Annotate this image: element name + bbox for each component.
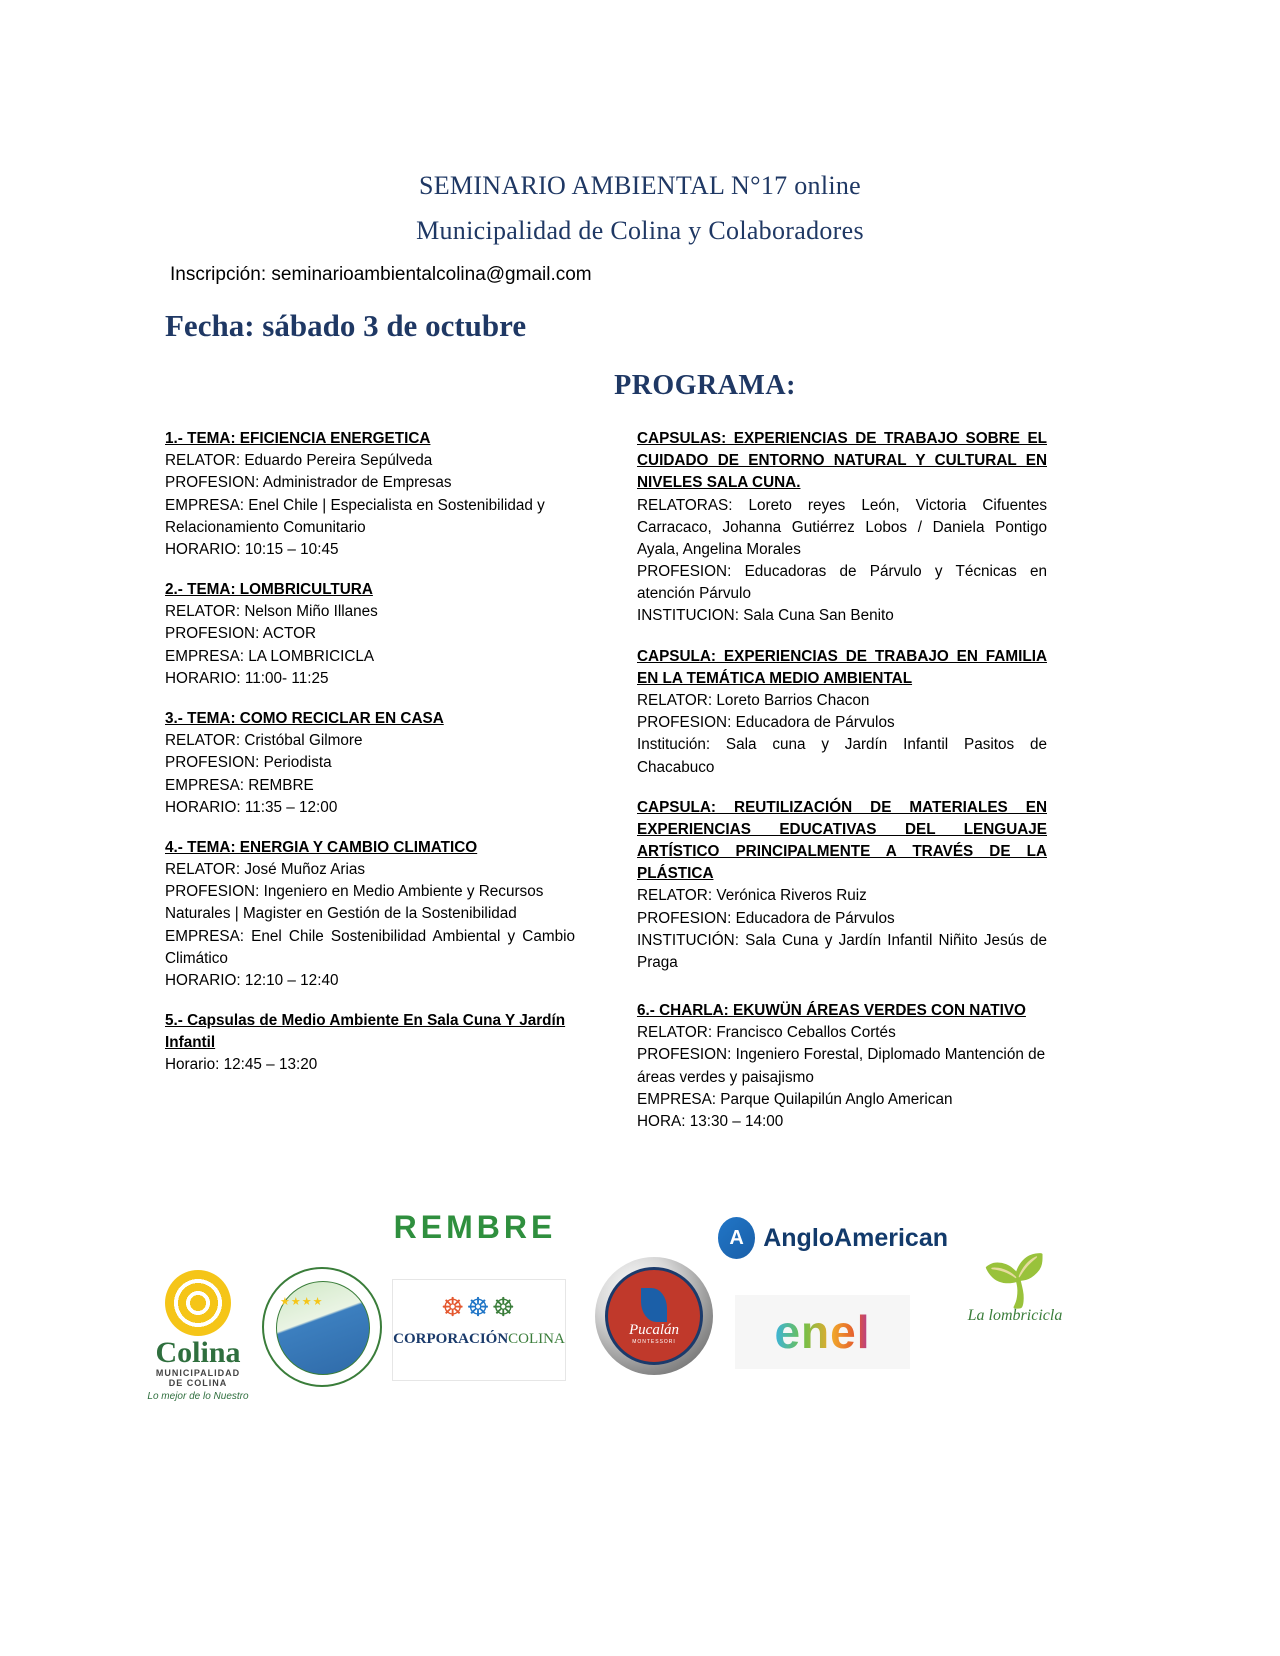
- program-entry-line: Horario: 12:45 – 13:20: [165, 1056, 318, 1074]
- colina-logo-sub2: DE COLINA: [168, 1378, 228, 1388]
- sponsor-logos: [0, 1195, 1280, 1425]
- program-entry-line: HORARIO: 11:35 – 12:00: [165, 798, 338, 816]
- program-entry-line: EMPRESA: Parque Quilapilún Anglo American: [637, 1090, 953, 1108]
- program-entry: [165, 428, 575, 561]
- program-entry-title: 5.- Capsulas de Medio Ambiente En Sala Cuna Y Jardín Infantil: [165, 1012, 566, 1052]
- program-entry-line: PROFESION: Educadoras de Párvulo y Técnicas en atención Párvulo: [637, 563, 1047, 603]
- corporacion-people-icon: ☸☸☸: [441, 1292, 517, 1322]
- program-entry-title: 4.- TEMA: ENERGIA Y CAMBIO CLIMATICO: [165, 838, 478, 856]
- program-entry-line: RELATOR: Loreto Barrios Chacon: [637, 691, 870, 709]
- gobernanza-stars-icon: ★★★★: [280, 1296, 324, 1308]
- program-entry: [637, 797, 1047, 974]
- pucalan-badge-icon: [595, 1257, 713, 1375]
- programa-heading: PROGRAMA:: [614, 370, 796, 402]
- program-entry-line: PROFESION: ACTOR: [165, 625, 317, 643]
- colina-logo-name: Colina: [155, 1336, 241, 1369]
- sprout-icon: 🌱: [982, 1252, 1048, 1310]
- program-entry-line: INSTITUCION: Sala Cuna San Benito: [637, 607, 894, 625]
- program-entry-title: 3.- TEMA: COMO RECICLAR EN CASA: [165, 709, 444, 727]
- program-entry-line: PROFESION: Ingeniero Forestal, Diplomado Mantención de áreas verdes y paisajismo: [637, 1046, 1046, 1086]
- program-entry-line: EMPRESA: LA LOMBRICICLA: [165, 647, 375, 665]
- pucalan-logo-name: Pucalán: [629, 1321, 679, 1338]
- pucalan-logo: [595, 1257, 715, 1377]
- program-entry: [637, 428, 1047, 628]
- program-entry-line: RELATOR: Verónica Riveros Ruiz: [637, 887, 867, 905]
- corporacion-logo-word1: CORPORACIÓN: [393, 1331, 509, 1347]
- gobernanza-seal-icon: [262, 1267, 382, 1387]
- program-entry-line: HORARIO: 11:00- 11:25: [165, 669, 329, 687]
- program-entry-line: RELATOR: Cristóbal Gilmore: [165, 732, 363, 750]
- program-entry: [165, 708, 575, 819]
- program-entry-line: RELATOR: Francisco Ceballos Cortés: [637, 1024, 896, 1042]
- program-entry-line: RELATORAS: Loreto reyes León, Victoria Cifuentes Carracaco, Johanna Gutiérrez Lobos / Daniela Pontigo Ayala, Angelina Morales: [637, 496, 1047, 558]
- gobernanza-logo: [262, 1267, 382, 1387]
- program-entry-title: 2.- TEMA: LOMBRICULTURA: [165, 581, 373, 599]
- program-entry-line: HORARIO: 12:10 – 12:40: [165, 971, 339, 989]
- corporacion-logo-word2: COLINA: [508, 1331, 565, 1347]
- pucalan-logo-sub: MONTESSORI: [632, 1338, 676, 1345]
- angloamerican-logo: [718, 1217, 948, 1259]
- program-entry: [637, 1000, 1047, 1133]
- corporacion-colina-logo: [392, 1279, 566, 1381]
- program-columns: [0, 428, 1280, 1151]
- program-right-column: [637, 428, 1047, 1151]
- colina-swirl-icon: [165, 1270, 231, 1336]
- program-entry-line: RELATOR: Eduardo Pereira Sepúlveda: [165, 452, 433, 470]
- angloamerican-logo-text: AngloAmerican: [763, 1223, 948, 1252]
- program-entry-line: Institución: Sala cuna y Jardín Infantil Pasitos de Chacabuco: [637, 736, 1047, 776]
- enel-logo: [735, 1295, 910, 1369]
- program-entry-line: HORARIO: 10:15 – 10:45: [165, 540, 339, 558]
- program-entry-line: HORA: 13:30 – 14:00: [637, 1112, 784, 1130]
- program-entry-line: EMPRESA: Enel Chile | Especialista en Sostenibilidad y Relacionamiento Comunitario: [165, 496, 545, 536]
- enel-logo-text: enel: [774, 1306, 871, 1358]
- pucalan-inner-icon: [605, 1267, 703, 1365]
- program-entry: [637, 646, 1047, 779]
- program-entry-line: PROFESION: Administrador de Empresas: [165, 474, 452, 492]
- program-entry-line: PROFESION: Ingeniero en Medio Ambiente y Recursos Naturales | Magister en Gestión de la Sostenibilidad: [165, 883, 544, 923]
- program-entry-line: PROFESION: Educadora de Párvulos: [637, 714, 895, 732]
- program-entry-line: PROFESION: Educadora de Párvulos: [637, 909, 895, 927]
- program-entry-title: CAPSULA: EXPERIENCIAS DE TRABAJO EN FAMILIA EN LA TEMÁTICA MEDIO AMBIENTAL: [637, 647, 1047, 687]
- program-entry-line: EMPRESA: REMBRE: [165, 776, 314, 794]
- colina-logo: [118, 1270, 278, 1402]
- program-entry: [165, 837, 575, 992]
- program-entry-line: RELATOR: José Muñoz Arias: [165, 861, 366, 879]
- angloamerican-mark-icon: A: [718, 1217, 755, 1259]
- corporacion-logo-text: [393, 1331, 565, 1348]
- colina-logo-sub1: MUNICIPALIDAD: [155, 1368, 241, 1378]
- lombricicla-logo-name: La lombricicla: [967, 1307, 1063, 1324]
- seminar-title-line2: Municipalidad de Colina y Colaboradores: [416, 216, 864, 246]
- colina-logo-slogan: Lo mejor de lo Nuestro: [147, 1391, 249, 1402]
- program-entry-title: CAPSULAS: EXPERIENCIAS DE TRABAJO SOBRE EL CUIDADO DE ENTORNO NATURAL Y CULTURAL EN NIVELES SALA CUNA.: [637, 430, 1047, 492]
- pucalan-leaf-icon: [641, 1288, 667, 1322]
- lombricicla-logo: [955, 1252, 1075, 1325]
- program-entry: [165, 579, 575, 690]
- seminar-title-line1: SEMINARIO AMBIENTAL N°17 online: [418, 171, 862, 200]
- program-entry-title: 6.- CHARLA: EKUWÜN ÁREAS VERDES CON NATIVO: [637, 1002, 1026, 1020]
- program-entry-title: CAPSULA: REUTILIZACIÓN DE MATERIALES EN EXPERIENCIAS EDUCATIVAS DEL LENGUAJE ARTÍSTICO PRINCIPALMENTE A TRAVÉS DE LA PLÁSTICA: [637, 798, 1047, 883]
- program-entry-line: EMPRESA: Enel Chile Sostenibilidad Ambiental y Cambio Climático: [165, 927, 575, 967]
- fecha-heading: Fecha: sábado 3 de octubre: [165, 308, 527, 344]
- document-header: [0, 0, 1280, 250]
- program-entry-title: 1.- TEMA: EFICIENCIA ENERGETICA: [165, 430, 431, 448]
- rembre-logo: REMBRE: [393, 1209, 557, 1245]
- program-entry-line: PROFESION: Periodista: [165, 754, 332, 772]
- program-left-column: [165, 428, 575, 1151]
- program-entry-line: INSTITUCIÓN: Sala Cuna y Jardín Infantil Niñito Jesús de Praga: [637, 931, 1047, 971]
- program-entry-line: RELATOR: Nelson Miño Illanes: [165, 603, 378, 621]
- program-entry: [165, 1010, 575, 1077]
- inscripcion-line: Inscripción: seminarioambientalcolina@gmail.com: [170, 264, 592, 286]
